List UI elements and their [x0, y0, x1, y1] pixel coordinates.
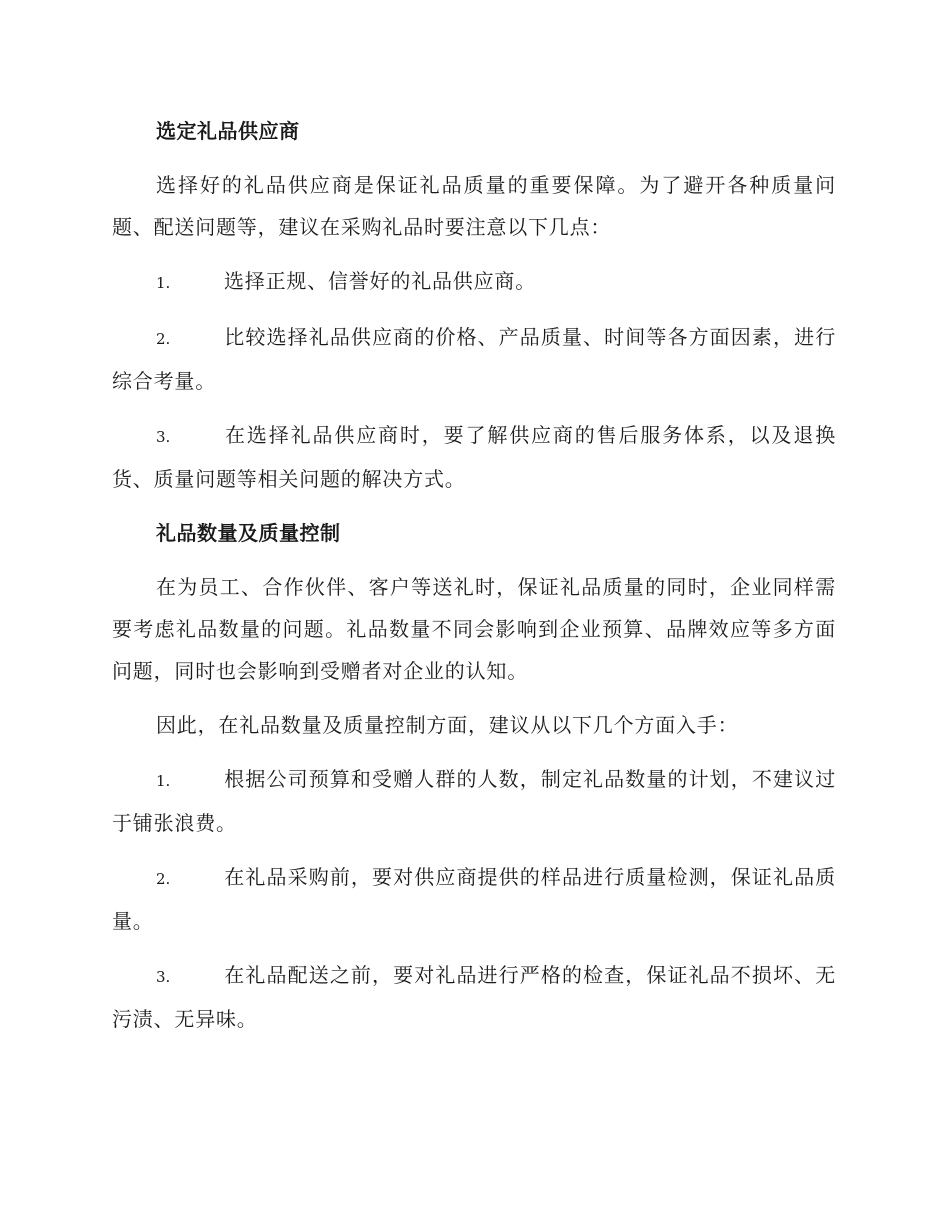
- list-item: [112, 316, 836, 402]
- list-item: [112, 758, 836, 844]
- list-item-text: 在礼品采购前，要对供应商提供的样品进行质量检测，保证礼品质量。: [112, 865, 836, 933]
- list-item-text: 比较选择礼品供应商的价格、产品质量、时间等各方面因素，进行综合考量。: [112, 325, 836, 393]
- section-intro-quantity-quality: 在为员工、合作伙伴、客户等送礼时，保证礼品质量的同时，企业同样需要考虑礼品数量的问题。礼品数量不同会影响到企业预算、品牌效应等多方面问题，同时也会影响到受赠者对企业的认知。: [112, 575, 836, 683]
- document-body: [112, 110, 836, 1052]
- list-item-number: 1.: [156, 772, 171, 790]
- list-item-text: 在礼品配送之前，要对礼品进行严格的检查，保证礼品不损坏、无污渍、无异味。: [112, 963, 836, 1031]
- section-intro2-quantity-quality: 因此，在礼品数量及质量控制方面，建议从以下几个方面入手：: [156, 713, 739, 737]
- list-item-number: 2.: [156, 330, 171, 348]
- list-item: [112, 260, 836, 304]
- list-item-text: 选择正规、信誉好的礼品供应商。: [224, 269, 536, 293]
- list-item-number: 3.: [156, 428, 171, 446]
- list-item: [112, 414, 836, 500]
- list-item-number: 3.: [156, 968, 171, 986]
- list-item-text: 在选择礼品供应商时，要了解供应商的售后服务体系，以及退换货、质量问题等相关问题的解决方式。: [112, 423, 836, 491]
- list-item-text: 根据公司预算和受赠人群的人数，制定礼品数量的计划，不建议过于铺张浪费。: [112, 767, 836, 835]
- section-heading-quantity-quality: 礼品数量及质量控制: [156, 521, 341, 545]
- list-item: [112, 954, 836, 1040]
- list-item: [112, 856, 836, 942]
- list-item-number: 1.: [156, 274, 171, 292]
- section-heading-supplier: 选定礼品供应商: [156, 119, 300, 143]
- section-intro-supplier: 选择好的礼品供应商是保证礼品质量的重要保障。为了避开各种质量问题、配送问题等，建议在采购礼品时要注意以下几点：: [112, 173, 836, 239]
- list-item-number: 2.: [156, 870, 171, 888]
